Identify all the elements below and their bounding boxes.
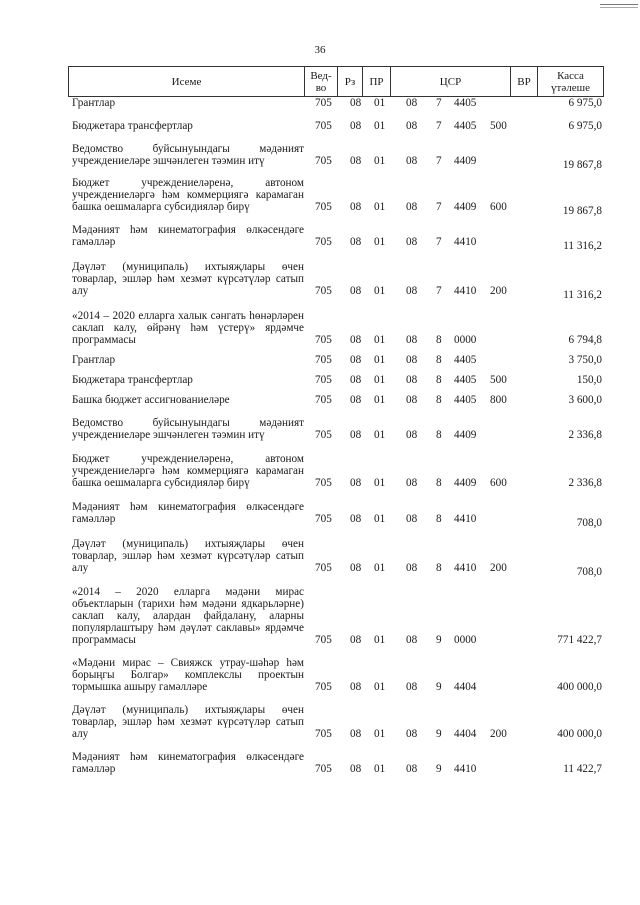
row-vedomstvo: 705 [315,120,332,132]
row-sum: 2 336,8 [568,429,602,441]
row-podrazdel: 01 [374,562,386,574]
row-vr: 200 [490,285,507,297]
table-row [72,354,602,366]
table-row [72,538,602,578]
row-csr-program: 08 [406,120,418,132]
row-sum: 11 422,7 [563,763,602,775]
row-name: Мәдәният һәм кинематография өлкәсендәге гамәлләр [72,751,304,775]
row-csr-program: 08 [406,429,418,441]
table-header [68,66,604,97]
header-sum: Касса үтәлеше [551,69,590,94]
header-razdel: Рз [338,67,363,96]
row-razdel: 08 [350,120,362,132]
row-vr: 600 [490,201,507,213]
row-csr-direction: 4410 [454,562,477,574]
row-vr: 800 [490,394,507,406]
row-podrazdel: 01 [374,97,386,109]
row-razdel: 08 [350,728,362,740]
row-razdel: 08 [350,334,362,346]
row-razdel: 08 [350,97,362,109]
row-csr-program: 08 [406,334,418,346]
row-name: Дәүләт (муниципаль) ихтыяҗлары өчен товарлар, эшләр һәм хезмәт күрсәтүләр сатып алу [72,261,304,297]
row-razdel: 08 [350,394,362,406]
header-podrazdel: ПР [363,67,391,96]
row-podrazdel: 01 [374,201,386,213]
row-csr-program: 08 [406,728,418,740]
row-vr: 200 [490,562,507,574]
row-name: Грантлар [72,354,116,366]
row-csr-subprogram: 8 [436,562,442,574]
row-csr-program: 08 [406,763,418,775]
row-name: Грантлар [72,97,116,109]
row-csr-subprogram: 9 [436,634,442,646]
row-name: Ведомство буйсынуындагы мәдәният учреждениеләре эшчәнлеген тәэмин итү [72,417,304,441]
row-vedomstvo: 705 [315,477,332,489]
row-sum: 11 316,2 [563,240,602,252]
header-name: Исеме [69,67,305,96]
row-csr-subprogram: 7 [436,201,442,213]
row-vedomstvo: 705 [315,236,332,248]
row-podrazdel: 01 [374,429,386,441]
row-vedomstvo: 705 [315,513,332,525]
table-row [72,310,602,346]
row-csr-direction: 0000 [454,334,477,346]
row-vedomstvo: 705 [315,763,332,775]
row-name: Ведомство буйсынуындагы мәдәният учреждениеләре эшчәнлеген тәэмин итү [72,143,304,167]
row-razdel: 08 [350,285,362,297]
row-csr-direction: 4404 [454,681,477,693]
row-name: Мәдәният һәм кинематография өлкәсендәге гамәлләр [72,224,304,248]
row-csr-program: 08 [406,681,418,693]
row-sum: 3 600,0 [568,394,602,406]
row-name: Бюджетара трансфертлар [72,374,193,386]
row-vedomstvo: 705 [315,394,332,406]
row-razdel: 08 [350,201,362,213]
row-csr-subprogram: 8 [436,477,442,489]
row-csr-direction: 0000 [454,634,477,646]
row-csr-direction: 4409 [454,201,477,213]
row-vr: 200 [490,728,507,740]
row-csr-program: 08 [406,236,418,248]
row-csr-program: 08 [406,562,418,574]
row-csr-direction: 4405 [454,394,477,406]
row-vedomstvo: 705 [315,285,332,297]
row-sum: 6 794,8 [568,334,602,346]
row-csr-subprogram: 8 [436,513,442,525]
row-sum: 400 000,0 [557,728,602,740]
row-sum: 6 975,0 [568,97,602,109]
page-number: 36 [314,44,326,56]
row-name: Бюджет учреждениеләренә, автоном учреждениеләргә һәм коммерциягә карамаган башка оешмаларга субсидияләр бирү [72,177,304,213]
row-podrazdel: 01 [374,334,386,346]
row-razdel: 08 [350,634,362,646]
table-body [72,97,602,775]
row-podrazdel: 01 [374,513,386,525]
row-vedomstvo: 705 [315,429,332,441]
row-csr-subprogram: 8 [436,354,442,366]
table-row [72,97,602,109]
row-vedomstvo: 705 [315,201,332,213]
row-sum: 708,0 [576,566,602,578]
table-row [72,224,602,252]
row-csr-direction: 4410 [454,285,477,297]
row-csr-program: 08 [406,201,418,213]
row-podrazdel: 01 [374,236,386,248]
row-name: Мәдәният һәм кинематография өлкәсендәге гамәлләр [72,501,304,525]
row-csr-subprogram: 8 [436,394,442,406]
row-csr-program: 08 [406,634,418,646]
table-row [72,261,602,301]
row-csr-direction: 4410 [454,236,477,248]
row-sum: 400 000,0 [557,681,602,693]
table-row [72,374,602,386]
row-csr-direction: 4410 [454,513,477,525]
row-vedomstvo: 705 [315,374,332,386]
row-csr-direction: 4405 [454,354,477,366]
table-row [72,657,602,693]
row-csr-subprogram: 9 [436,728,442,740]
row-name: Бюджетара трансфертлар [72,120,193,132]
row-sum: 2 336,8 [568,477,602,489]
row-csr-subprogram: 7 [436,236,442,248]
row-csr-direction: 4405 [454,120,477,132]
row-sum: 3 750,0 [568,354,602,366]
row-name: Дәүләт (муниципаль) ихтыяҗлары өчен товарлар, эшләр һәм хезмәт күрсәтүләр сатып алу [72,538,304,574]
row-name: «2014 – 2020 елларга мәдәни мирас объектларын (тарихи һәм мәдәни ядкарьләрне) саклап калу, алардан файдалану, аларны популярлаштыру һәм дәүләт саклавы» ярдәмче программасы [72,586,304,646]
row-podrazdel: 01 [374,155,386,167]
table-row [72,394,602,406]
row-vedomstvo: 705 [315,562,332,574]
row-razdel: 08 [350,155,362,167]
row-name: Дәүләт (муниципаль) ихтыяҗлары өчен товарлар, эшләр һәм хезмәт күрсәтүләр сатып алу [72,704,304,740]
header-csr: ЦСР [391,67,511,96]
row-sum: 11 316,2 [563,289,602,301]
row-csr-subprogram: 7 [436,120,442,132]
row-podrazdel: 01 [374,728,386,740]
corner-scan-mark [600,4,638,8]
row-csr-direction: 4409 [454,155,477,167]
row-csr-program: 08 [406,513,418,525]
row-csr-program: 08 [406,155,418,167]
table-row [72,417,602,441]
row-csr-subprogram: 7 [436,285,442,297]
row-vedomstvo: 705 [315,728,332,740]
row-podrazdel: 01 [374,634,386,646]
row-csr-direction: 4405 [454,97,477,109]
table-row [72,704,602,740]
row-csr-subprogram: 8 [436,429,442,441]
table-row [72,453,602,489]
row-razdel: 08 [350,477,362,489]
row-sum: 19 867,8 [562,205,602,217]
row-vedomstvo: 705 [315,334,332,346]
table-row [72,501,602,529]
row-podrazdel: 01 [374,374,386,386]
row-vedomstvo: 705 [315,97,332,109]
row-csr-program: 08 [406,394,418,406]
table-row [72,177,602,217]
row-csr-program: 08 [406,477,418,489]
row-csr-direction: 4404 [454,728,477,740]
row-csr-direction: 4409 [454,429,477,441]
row-razdel: 08 [350,562,362,574]
row-csr-direction: 4405 [454,374,477,386]
row-name: «2014 – 2020 елларга халык сәнгать һөнәрләрен саклап калу, өйрәнү һәм үстерү» ярдәмче программасы [72,310,304,346]
row-razdel: 08 [350,681,362,693]
row-csr-program: 08 [406,374,418,386]
row-csr-subprogram: 9 [436,681,442,693]
row-csr-subprogram: 7 [436,155,442,167]
row-razdel: 08 [350,354,362,366]
row-podrazdel: 01 [374,477,386,489]
row-sum: 708,0 [576,517,602,529]
row-csr-program: 08 [406,285,418,297]
row-vr: 500 [490,374,507,386]
row-csr-subprogram: 7 [436,97,442,109]
row-podrazdel: 01 [374,681,386,693]
row-vr: 600 [490,477,507,489]
table-row [72,143,602,171]
row-csr-program: 08 [406,354,418,366]
row-razdel: 08 [350,513,362,525]
row-name: «Мәдәни мирас – Свияжск утрау-шәһәр һәм борыңгы Болгар» комплекслы проектын тормышка ашыру гамәлләре [72,657,304,693]
row-podrazdel: 01 [374,394,386,406]
row-razdel: 08 [350,763,362,775]
row-podrazdel: 01 [374,354,386,366]
row-vedomstvo: 705 [315,354,332,366]
row-sum: 771 422,7 [557,634,602,646]
row-csr-subprogram: 8 [436,374,442,386]
row-csr-subprogram: 8 [436,334,442,346]
header-vr: ВР [511,67,538,96]
row-csr-direction: 4409 [454,477,477,489]
row-vedomstvo: 705 [315,681,332,693]
row-name: Башка бюджет ассигнованиеләре [72,394,230,406]
header-vedomstvo: Вед- во [305,67,338,96]
table-row [72,751,602,775]
row-sum: 150,0 [576,374,602,386]
row-vedomstvo: 705 [315,155,332,167]
row-podrazdel: 01 [374,285,386,297]
table-row [72,120,602,132]
row-sum: 19 867,8 [562,159,602,171]
row-vedomstvo: 705 [315,634,332,646]
row-name: Бюджет учреждениеләренә, автоном учреждениеләргә һәм коммерциягә карамаган башка оешмаларга субсидияләр бирү [72,453,304,489]
row-podrazdel: 01 [374,763,386,775]
row-sum: 6 975,0 [568,120,602,132]
table-row [72,586,602,646]
row-razdel: 08 [350,429,362,441]
row-csr-program: 08 [406,97,418,109]
row-csr-direction: 4410 [454,763,477,775]
row-podrazdel: 01 [374,120,386,132]
row-csr-subprogram: 9 [436,763,442,775]
row-vr: 500 [490,120,507,132]
row-razdel: 08 [350,374,362,386]
row-razdel: 08 [350,236,362,248]
